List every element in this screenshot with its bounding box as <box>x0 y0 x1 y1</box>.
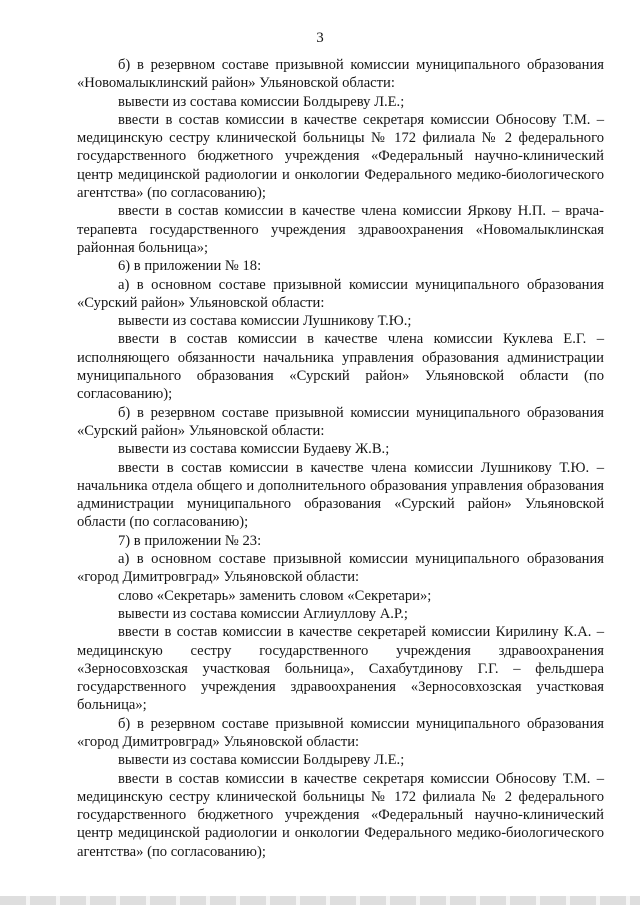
paragraph-remove-agliullova: вывести из состава комиссии Аглиуллову А.Р.; <box>118 605 408 622</box>
paragraph-add-obnosova-2: ввести в состав комиссии в качестве секретаря комиссии Обносову Т.М. – медицинскую сестру клинической больницы № 172 филиала № 2 федерального государственного бюджетного учреждения «Федеральный научно-клинический центр медицинской радиологии и онкологии Федерального медико-биологического агентства» (по согласованию); <box>77 770 604 860</box>
paragraph-appendix-18: 6) в приложении № 18: <box>118 258 262 275</box>
paragraph-reserve-sursky: б) в резервном составе призывной комиссии муниципального образования «Сурский район» Ульяновской области: <box>77 404 604 439</box>
paragraph-add-lushnikova: ввести в состав комиссии в качестве члена комиссии Лушникову Т.Ю. – начальника отдела общего и дополнительного образования управления образования администрации муниципального образования «Сурский район» Ульяновской области (по согласованию); <box>77 459 604 531</box>
paragraph-add-kuklev: ввести в состав комиссии в качестве члена комиссии Куклева Е.Г. – исполняющего обязанности начальника управления образования администрации муниципального образования «Сурский район» Ульяновской области (по согласованию); <box>77 331 604 403</box>
scan-edge-artifact <box>0 896 640 905</box>
paragraph-remove-lushnikova: вывести из состава комиссии Лушникову Т.Ю.; <box>118 313 412 330</box>
paragraph-replace-secretary: слово «Секретарь» заменить словом «Секретари»; <box>118 587 432 604</box>
paragraph-main-dimitrovgrad: а) в основном составе призывной комиссии муниципального образования «город Димитровград» Ульяновской области: <box>77 551 604 586</box>
paragraph-reserve-novomalyklinsky: б) в резервном составе призывной комиссии муниципального образования «Новомалыклинский район» Ульяновской области: <box>77 57 604 92</box>
paragraph-main-sursky: а) в основном составе призывной комиссии муниципального образования «Сурский район» Ульяновской области: <box>77 276 604 311</box>
paragraph-add-yarkova: ввести в состав комиссии в качестве члена комиссии Яркову Н.П. – врача-терапевта государственного учреждения здравоохранения «Новомалыклинская районная больница»; <box>77 203 604 256</box>
paragraph-remove-boldyreva: вывести из состава комиссии Болдыреву Л.Е.; <box>118 93 405 110</box>
paragraph-reserve-dimitrovgrad: б) в резервном составе призывной комиссии муниципального образования «город Димитровград» Ульяновской области: <box>77 715 604 750</box>
document-body <box>77 56 604 861</box>
paragraph-appendix-23: 7) в приложении № 23: <box>118 532 262 549</box>
paragraph-remove-budaeva: вывести из состава комиссии Будаеву Ж.В.; <box>118 441 390 458</box>
page-number: 3 <box>316 30 324 46</box>
paragraph-add-obnosova: ввести в состав комиссии в качестве секретаря комиссии Обносову Т.М. – медицинскую сестру клинической больницы № 172 филиала № 2 федерального государственного бюджетного учреждения «Федеральный научно-клинический центр медицинской радиологии и онкологии Федерального медико-биологического агентства» (по согласованию); <box>77 111 604 202</box>
paragraph-remove-boldyreva-2: вывести из состава комиссии Болдыреву Л.Е.; <box>118 752 405 769</box>
paragraph-add-kirilina-sakhabutdinova: ввести в состав комиссии в качестве секретарей комиссии Кирилину К.А. – медицинскую сестру государственного учреждения здравоохранения «Зерносовхозская участковая больница», Сахабутдинову Г.Г. – фельдшера государственного учреждения здравоохранения «Зерносовхозская участковая больница»; <box>77 624 604 714</box>
